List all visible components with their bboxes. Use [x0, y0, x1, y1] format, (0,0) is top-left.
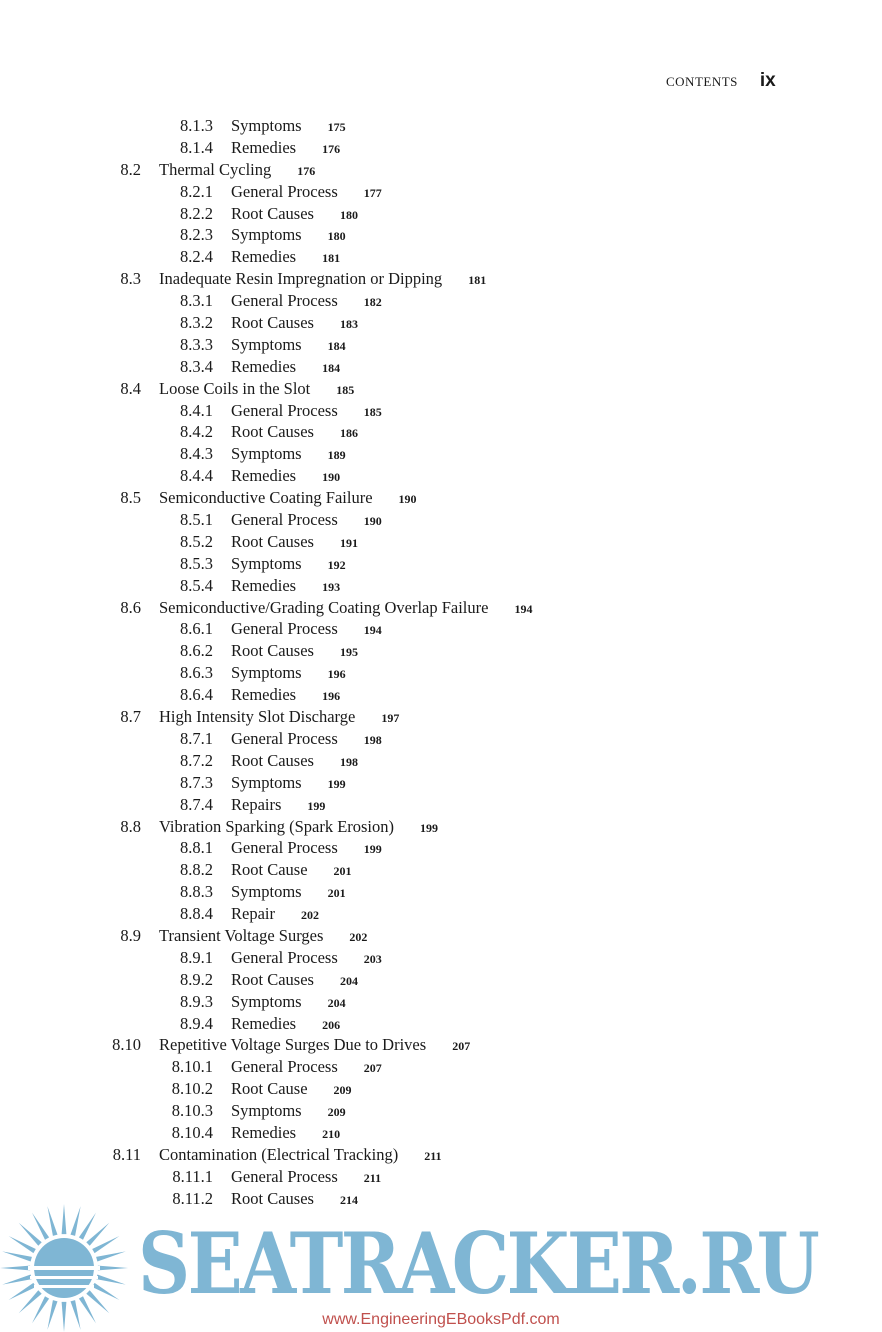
toc-subsection-row [0, 356, 882, 378]
toc-entry-number: 8.7.2 [180, 750, 213, 770]
toc-subsection-row [0, 1056, 882, 1078]
toc-entry-title: Remedies [231, 1122, 297, 1142]
toc-section-row [0, 597, 882, 619]
toc-entry [231, 969, 358, 993]
toc-section-row [0, 816, 882, 838]
toc-entry [231, 1166, 381, 1190]
toc-entry [231, 224, 346, 248]
toc-entry-number: 8.5 [120, 488, 141, 508]
toc-entry-number: 8.6 [120, 597, 141, 617]
toc-subsection-row [0, 1166, 882, 1188]
toc-entry-page: 177 [363, 185, 382, 200]
toc-entry-number: 8.5.1 [180, 510, 213, 530]
toc-entry-title: General Process [231, 400, 338, 420]
toc-entry-number: 8.2.2 [180, 203, 213, 223]
toc-entry [231, 1122, 340, 1146]
toc-entry-title: Root Cause [231, 1079, 308, 1099]
toc-entry-title: Semiconductive/Grading Coating Overlap Failure [159, 597, 489, 617]
toc-entry-title: Symptoms [231, 772, 302, 792]
toc-entry-number: 8.4.3 [180, 444, 213, 464]
toc-entry [231, 750, 358, 774]
toc-entry-page: 204 [327, 995, 346, 1010]
toc-entry [231, 115, 346, 139]
toc-entry-page: 181 [322, 251, 341, 266]
toc-entry [231, 443, 346, 467]
toc-entry [231, 859, 352, 883]
toc-entry [159, 487, 417, 511]
toc-entry [159, 1034, 470, 1058]
toc-entry [231, 1056, 382, 1080]
toc-subsection-row [0, 400, 882, 422]
toc-entry-page: 196 [322, 689, 341, 704]
toc-section-row [0, 706, 882, 728]
toc-subsection-row [0, 750, 882, 772]
toc-subsection-row [0, 334, 882, 356]
toc-subsection-row [0, 553, 882, 575]
toc-entry-page: 190 [322, 470, 341, 485]
toc-entry-page: 206 [322, 1017, 341, 1032]
toc-entry-title: General Process [231, 728, 338, 748]
toc-entry-page: 211 [363, 1170, 382, 1185]
toc-entry-title: General Process [231, 1166, 338, 1186]
toc-entry-number: 8.11.1 [172, 1166, 213, 1186]
toc-entry-page: 202 [300, 908, 319, 923]
toc-entry-page: 182 [363, 295, 382, 310]
toc-entry [231, 640, 358, 664]
toc-entry-title: Symptoms [231, 1101, 302, 1121]
toc-entry-page: 203 [363, 951, 382, 966]
toc-entry-page: 180 [327, 229, 346, 244]
toc-entry [231, 991, 346, 1015]
toc-entry [231, 618, 382, 642]
toc-entry-title: Root Causes [231, 1188, 314, 1208]
toc-entry-number: 8.6.1 [180, 619, 213, 639]
toc-entry-title: Remedies [231, 466, 297, 486]
toc-entry-title: Remedies [231, 685, 297, 705]
toc-entry-number: 8.5.4 [180, 575, 213, 595]
toc-entry-title: Thermal Cycling [159, 159, 272, 179]
toc-entry-number: 8.3.4 [180, 356, 213, 376]
toc-subsection-row [0, 1122, 882, 1144]
toc-entry-title: General Process [231, 947, 338, 967]
toc-entry-title: Symptoms [231, 991, 302, 1011]
toc-entry [159, 159, 315, 183]
toc-entry-page: 214 [339, 1192, 358, 1207]
toc-entry-number: 8.4 [120, 378, 141, 398]
toc-entry-number: 8.10.4 [171, 1122, 213, 1142]
toc-entry-page: 180 [339, 207, 358, 222]
toc-entry-title: Loose Coils in the Slot [159, 378, 311, 398]
toc-entry [231, 181, 382, 205]
toc-entry-number: 8.3.2 [180, 313, 213, 333]
toc-subsection-row [0, 203, 882, 225]
watermark-url: www.EngineeringEBooksPdf.com [322, 1311, 560, 1328]
toc-subsection-row [0, 1078, 882, 1100]
toc-entry [231, 290, 382, 314]
toc-entry-number: 8.5.3 [180, 553, 213, 573]
toc-subsection-row [0, 837, 882, 859]
toc-entry-page: 176 [322, 141, 341, 156]
toc-subsection-row [0, 969, 882, 991]
toc-entry-title: Root Causes [231, 203, 314, 223]
toc-entry-title: Remedies [231, 356, 297, 376]
toc-entry-number: 8.7.4 [180, 794, 213, 814]
toc-entry-page: 190 [363, 514, 382, 529]
toc-subsection-row [0, 728, 882, 750]
toc-entry [231, 881, 346, 905]
toc-entry-title: Root Causes [231, 969, 314, 989]
toc-entry [231, 903, 319, 927]
toc-entry-page: 204 [339, 973, 358, 988]
toc-entry-number: 8.10.1 [171, 1057, 213, 1077]
toc-entry [231, 509, 382, 533]
toc-entry-number: 8.2.3 [180, 225, 213, 245]
toc-entry-page: 209 [327, 1105, 346, 1120]
toc-entry-page: 176 [297, 163, 316, 178]
toc-subsection-row [0, 947, 882, 969]
toc-entry-number: 8.8 [120, 816, 141, 836]
toc-section-row [0, 159, 882, 181]
toc-entry [159, 268, 486, 292]
toc-entry [231, 662, 346, 686]
toc-entry [231, 137, 340, 161]
toc-entry-number: 8.4.2 [180, 422, 213, 442]
toc-entry-page: 184 [322, 360, 341, 375]
toc-subsection-row [0, 859, 882, 881]
toc-subsection-row [0, 137, 882, 159]
toc-entry-page: 192 [327, 557, 346, 572]
toc-section-row [0, 268, 882, 290]
toc-entry [231, 728, 382, 752]
toc-entry-page: 202 [349, 929, 368, 944]
toc-subsection-row [0, 421, 882, 443]
toc-subsection-row [0, 662, 882, 684]
toc-subsection-row [0, 531, 882, 553]
toc-entry-number: 8.9.2 [180, 969, 213, 989]
toc-section-row [0, 1144, 882, 1166]
toc-entry-number: 8.11 [112, 1144, 141, 1164]
toc-entry [159, 378, 354, 402]
toc-entry-page: 190 [398, 492, 417, 507]
toc-entry-number: 8.6.4 [180, 685, 213, 705]
toc-subsection-row [0, 618, 882, 640]
toc-entry [231, 1100, 346, 1124]
toc-entry [231, 772, 346, 796]
toc-entry-title: General Process [231, 510, 338, 530]
toc-entry-number: 8.9.4 [180, 1013, 213, 1033]
toc-entry-number: 8.9.1 [180, 947, 213, 967]
toc-entry-number: 8.8.1 [180, 838, 213, 858]
toc-entry-page: 191 [339, 535, 358, 550]
toc-entry-page: 207 [452, 1039, 471, 1054]
toc-entry-number: 8.11.2 [172, 1188, 213, 1208]
toc-entry-page: 201 [333, 864, 352, 879]
toc-entry-title: Remedies [231, 1013, 297, 1033]
toc-entry [231, 246, 340, 270]
toc-subsection-row [0, 903, 882, 925]
toc-entry [231, 334, 346, 358]
toc-entry-title: Semiconductive Coating Failure [159, 488, 373, 508]
toc-entry-number: 8.7.1 [180, 728, 213, 748]
toc-entry-page: 198 [363, 732, 382, 747]
toc-entry-title: Symptoms [231, 663, 302, 683]
toc-entry-page: 207 [363, 1061, 382, 1076]
toc-entry-page: 194 [363, 623, 382, 638]
toc-entry-number: 8.8.2 [180, 860, 213, 880]
toc-entry-title: Repair [231, 904, 275, 924]
toc-entry [231, 312, 358, 336]
toc-entry-number: 8.2.1 [180, 181, 213, 201]
toc-entry-page: 197 [381, 711, 400, 726]
toc-subsection-row [0, 443, 882, 465]
toc-entry-number: 8.10.2 [171, 1079, 213, 1099]
toc-subsection-row [0, 509, 882, 531]
toc-entry-title: General Process [231, 1057, 338, 1077]
toc-entry-page: 196 [327, 667, 346, 682]
toc-entry [231, 356, 340, 380]
toc-entry-title: Symptoms [231, 553, 302, 573]
toc-entry-page: 175 [327, 120, 346, 134]
toc-subsection-row [0, 290, 882, 312]
toc-entry-title: General Process [231, 838, 338, 858]
toc-entry-page: 209 [333, 1083, 352, 1098]
toc-entry-page: 195 [339, 645, 358, 660]
toc-entry-title: Root Causes [231, 422, 314, 442]
toc-entry-title: Contamination (Electrical Tracking) [159, 1144, 399, 1164]
toc-entry-title: General Process [231, 619, 338, 639]
toc-entry-number: 8.8.4 [180, 904, 213, 924]
toc-entry-page: 210 [322, 1126, 341, 1141]
toc-entry-page: 199 [420, 820, 439, 835]
toc-subsection-row [0, 312, 882, 334]
toc-entry-title: Root Causes [231, 750, 314, 770]
running-head-label: CONTENTS [666, 74, 738, 89]
toc-subsection-row [0, 575, 882, 597]
toc-entry-number: 8.7 [120, 707, 141, 727]
toc-entry-page: 193 [322, 579, 341, 594]
toc-entry-page: 185 [336, 382, 355, 397]
toc-entry-title: Symptoms [231, 444, 302, 464]
toc-entry-number: 8.6.2 [180, 641, 213, 661]
toc-entry-number: 8.10.3 [171, 1101, 213, 1121]
toc-entry-title: Repetitive Voltage Surges Due to Drives [159, 1035, 427, 1055]
toc-entry-page: 183 [339, 317, 358, 332]
toc-entry-title: Root Causes [231, 313, 314, 333]
toc-entry [231, 400, 382, 424]
toc-entry-number: 8.2 [120, 159, 141, 179]
toc-entry-title: General Process [231, 181, 338, 201]
toc-entry-title: Symptoms [231, 116, 302, 135]
toc-entry-number: 8.3.1 [180, 291, 213, 311]
toc-entry [159, 1144, 442, 1168]
toc-entry [231, 837, 382, 861]
toc-section-row [0, 378, 882, 400]
toc-entry-number: 8.4.4 [180, 466, 213, 486]
toc-subsection-row [0, 465, 882, 487]
toc-entry-title: Inadequate Resin Impregnation or Dipping [159, 269, 443, 289]
toc-entry-number: 8.7.3 [180, 772, 213, 792]
toc-entry [159, 597, 532, 621]
toc-entry-page: 186 [339, 426, 358, 441]
toc-entry [231, 421, 358, 445]
toc-entry-title: High Intensity Slot Discharge [159, 707, 356, 727]
toc-entry [231, 575, 340, 599]
toc-entry-title: Root Cause [231, 860, 308, 880]
toc-entry [159, 706, 399, 730]
toc-entry-number: 8.1.4 [180, 137, 213, 157]
toc-subsection-row [0, 640, 882, 662]
page-number: ix [759, 70, 776, 91]
toc-subsection-row [0, 991, 882, 1013]
toc-entry-page: 185 [363, 404, 382, 419]
toc-entry [159, 925, 367, 949]
toc-section-row [0, 1034, 882, 1056]
toc-entry-number: 8.8.3 [180, 882, 213, 902]
toc-subsection-row [0, 684, 882, 706]
toc-entry-number: 8.2.4 [180, 247, 213, 267]
toc-entry-title: Root Causes [231, 531, 314, 551]
toc-entry [231, 553, 346, 577]
toc-entry [231, 531, 358, 555]
watermark-text: SEATRACKER.RU [138, 1214, 818, 1313]
toc-entry [231, 1078, 352, 1102]
toc-section-row [0, 925, 882, 947]
toc-entry-title: Remedies [231, 137, 297, 157]
toc-entry-number: 8.6.3 [180, 663, 213, 683]
toc-entry-title: Remedies [231, 247, 297, 267]
toc-entry-page: 199 [307, 798, 326, 813]
toc-subsection-row [0, 115, 882, 137]
toc-entry-page: 189 [327, 448, 346, 463]
toc-subsection-row [0, 1100, 882, 1122]
toc-subsection-row [0, 224, 882, 246]
toc-subsection-row [0, 881, 882, 903]
toc-entry-page: 198 [339, 754, 358, 769]
toc-entry-number: 8.5.2 [180, 531, 213, 551]
toc-entry-number: 8.1.3 [180, 116, 213, 135]
toc-entry-title: Symptoms [231, 882, 302, 902]
toc-entry-number: 8.10 [112, 1035, 141, 1055]
toc-entry-title: Repairs [231, 794, 282, 814]
toc-entry [231, 465, 340, 489]
toc-entry-number: 8.9 [120, 925, 141, 945]
toc-entry-number: 8.4.1 [180, 400, 213, 420]
toc-entry [231, 1013, 340, 1037]
toc-entry [231, 947, 382, 971]
toc-entry-page: 211 [424, 1148, 442, 1163]
toc-entry-title: Vibration Sparking (Spark Erosion) [159, 816, 395, 836]
toc-entry [231, 794, 325, 818]
toc-subsection-row [0, 794, 882, 816]
toc-entry-page: 184 [327, 338, 346, 353]
toc-section-row [0, 487, 882, 509]
toc-entry-number: 8.3 [120, 269, 141, 289]
toc-entry-title: Root Causes [231, 641, 314, 661]
toc-entry-number: 8.9.3 [180, 991, 213, 1011]
table-of-contents [0, 115, 882, 1210]
toc-entry-page: 201 [327, 886, 346, 901]
toc-entry-number: 8.3.3 [180, 334, 213, 354]
toc-entry-title: Transient Voltage Surges [159, 925, 324, 945]
toc-entry [231, 684, 340, 708]
toc-entry-title: Symptoms [231, 225, 302, 245]
toc-entry-page: 199 [327, 776, 346, 791]
toc-entry-page: 194 [514, 601, 533, 616]
toc-entry-title: Symptoms [231, 334, 302, 354]
toc-entry [231, 203, 358, 227]
toc-entry-title: Remedies [231, 575, 297, 595]
toc-subsection-row [0, 772, 882, 794]
toc-subsection-row [0, 181, 882, 203]
toc-subsection-row [0, 1013, 882, 1035]
toc-subsection-row [0, 246, 882, 268]
toc-entry-page: 199 [363, 842, 382, 857]
running-head [666, 70, 776, 92]
toc-entry-page: 181 [468, 273, 487, 288]
toc-entry [159, 816, 438, 840]
toc-entry-title: General Process [231, 291, 338, 311]
